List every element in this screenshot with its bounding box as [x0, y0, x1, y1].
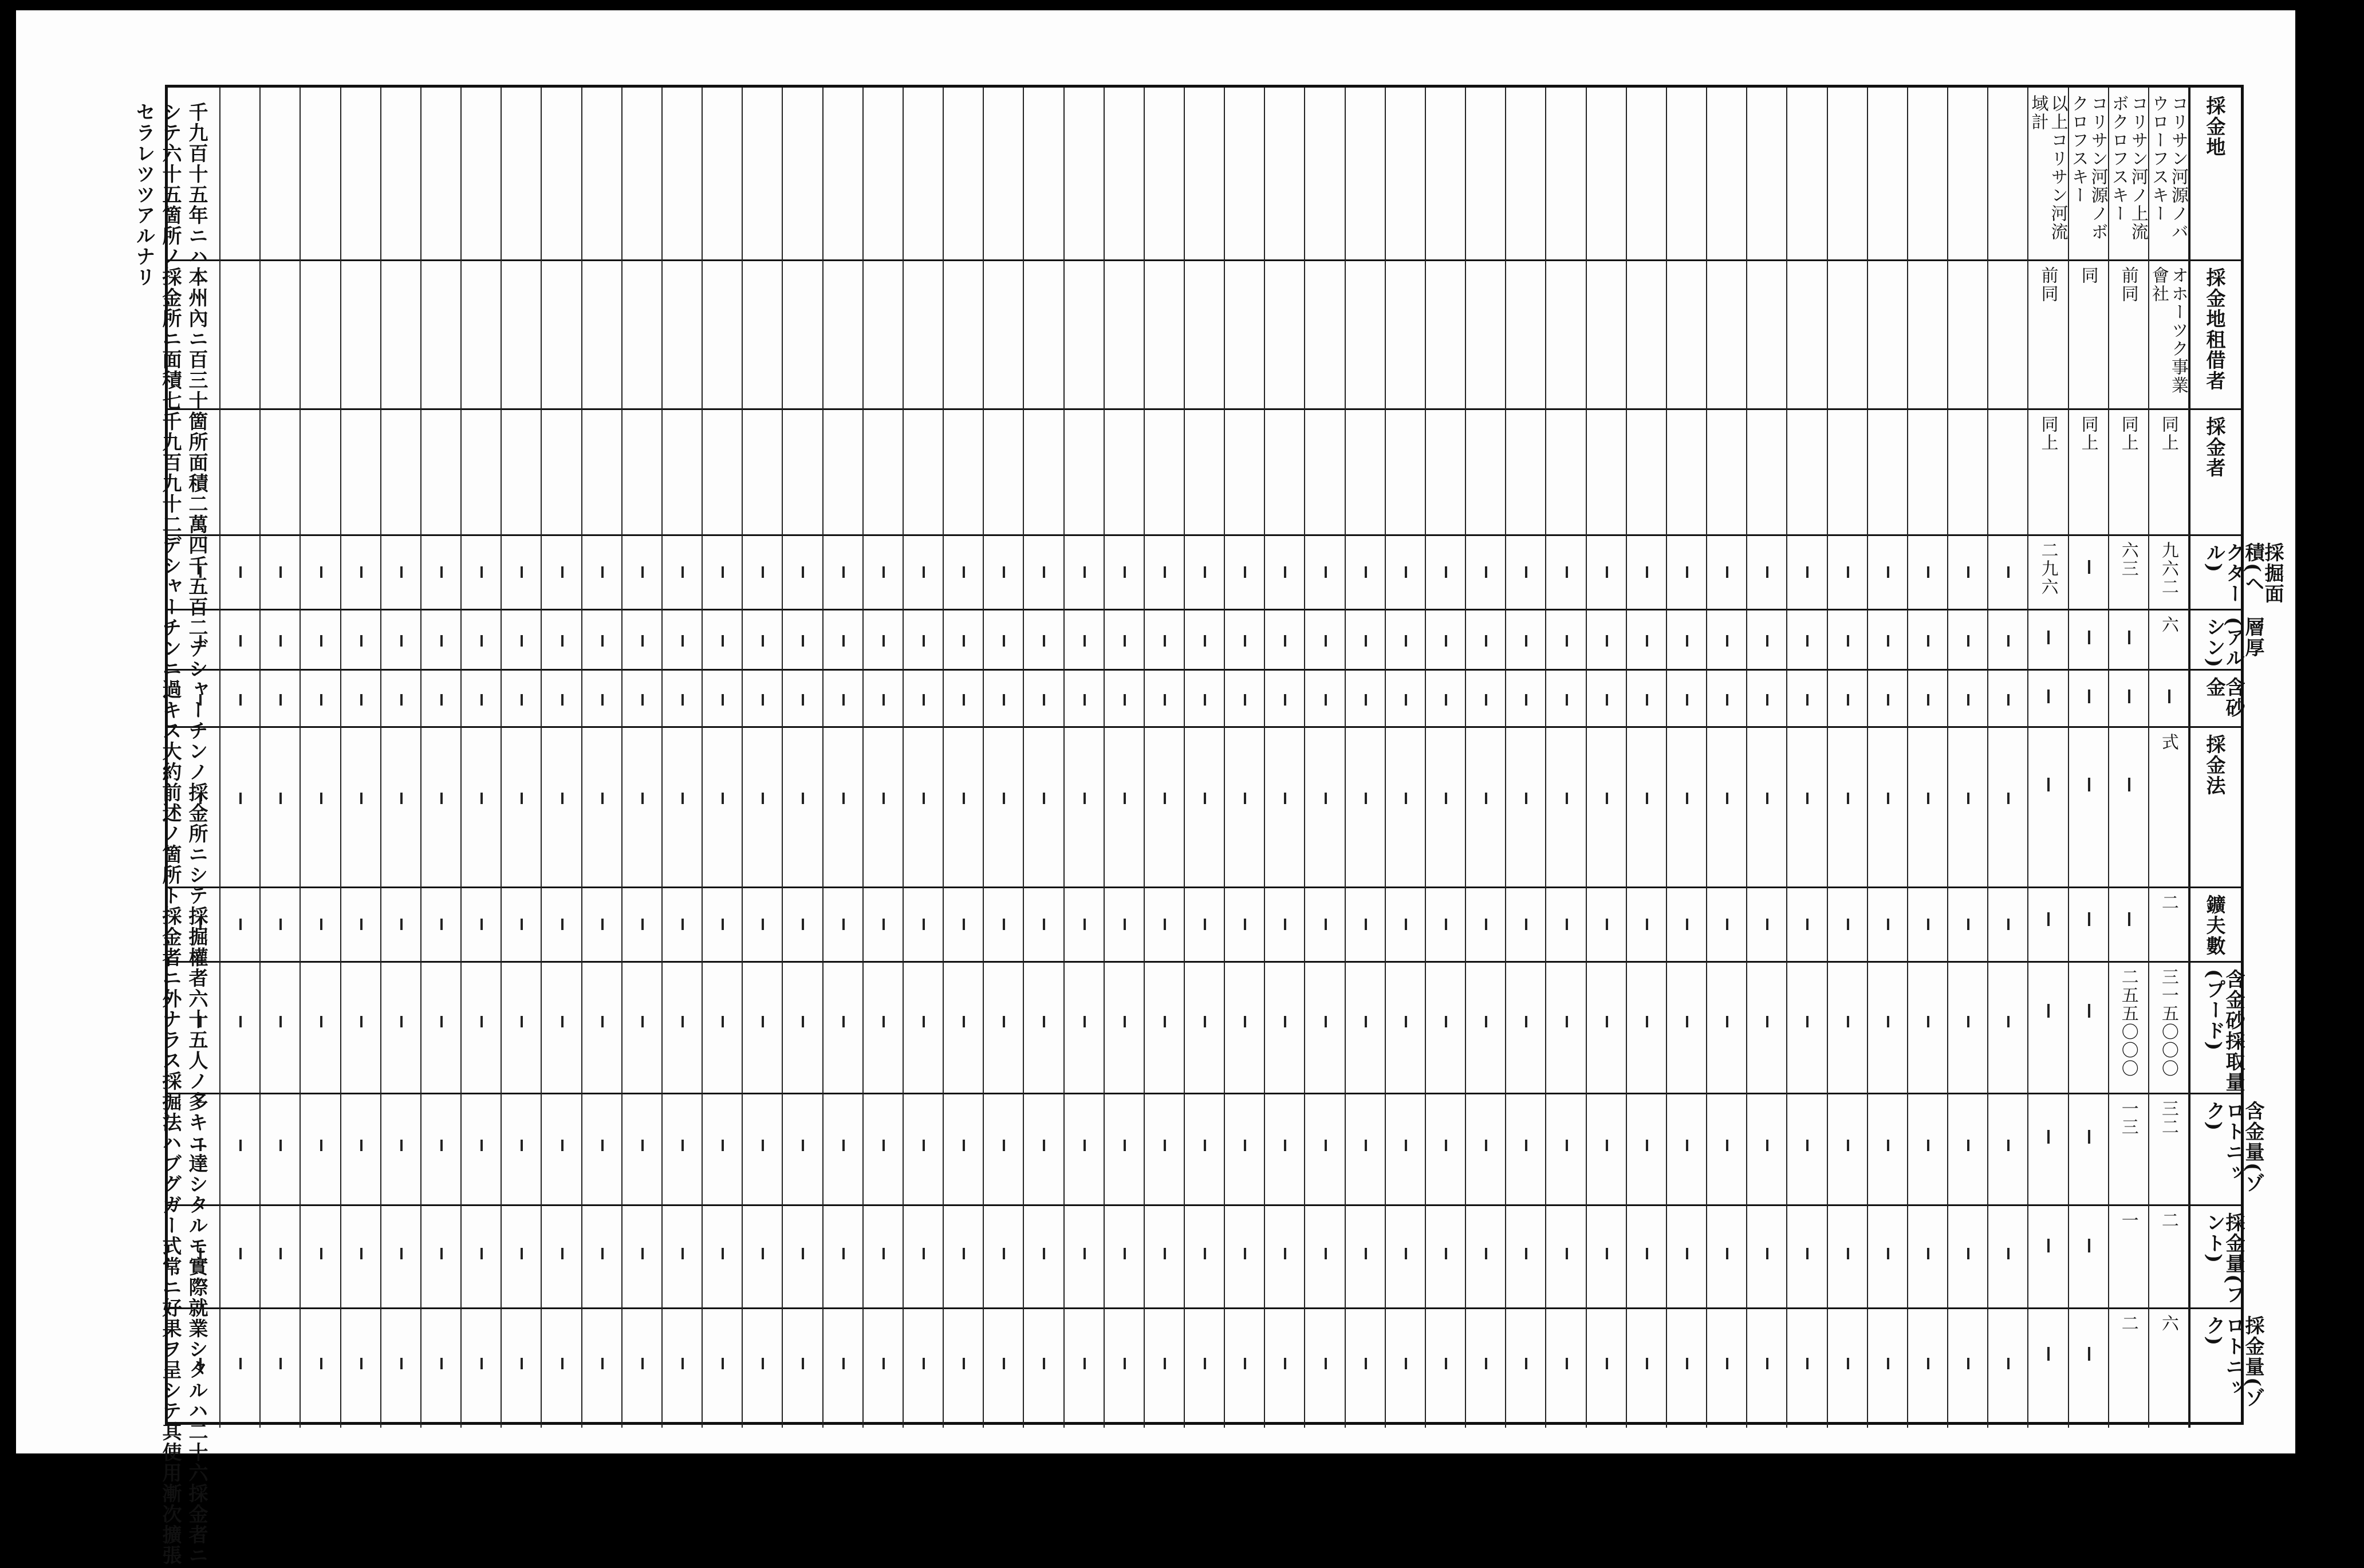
cell-text: 六三 — [2118, 541, 2138, 604]
cell-text: オホーツク事業會社 — [2149, 266, 2188, 404]
header-label: 採掘面積(ヘクタール) — [2204, 542, 2282, 609]
footnote — [131, 102, 2364, 1568]
document-sheet — [16, 10, 2295, 1453]
cell-text: 同 — [2078, 266, 2098, 404]
cell-text: 一三 — [2118, 1100, 2138, 1200]
cell-text: 同上 — [2038, 415, 2057, 530]
cell-text: 式 — [2158, 733, 2178, 882]
header-label: 採金量(ゾロトニック) — [2204, 1315, 2263, 1428]
cell-text: 二 — [2158, 893, 2178, 956]
cell-text: 前同 — [2118, 266, 2138, 404]
cell-text: 以上コリサン河流域計 — [2028, 94, 2067, 255]
cell-text: 九六二 — [2158, 541, 2178, 604]
cell-text: コリサン河源ノボクロフスキー — [2068, 94, 2107, 255]
header-label: 採金地 — [2204, 96, 2224, 157]
header-label: 含砂金 — [2204, 677, 2243, 726]
header-label: 含金量(ゾロトニック) — [2204, 1101, 2263, 1204]
cell-text: コリサン河ノ上流ボクロフスキー — [2109, 94, 2148, 255]
cell-text: 二九六 — [2038, 541, 2057, 604]
header-label: 採金量(フント) — [2204, 1212, 2243, 1307]
cell-text: 六 — [2158, 616, 2178, 664]
cell-text: コリサン河源ノバウローフスキー — [2149, 94, 2188, 255]
cell-text: 二 — [2118, 1314, 2138, 1423]
cell-text: 三一五〇〇〇 — [2158, 968, 2178, 1088]
header-label: 採金地租借者 — [2204, 267, 2224, 391]
cell-text: 三二 — [2158, 1100, 2178, 1200]
cell-text: 二五五〇〇〇 — [2118, 968, 2138, 1088]
header-label: 鑛夫數 — [2204, 895, 2224, 956]
cell-text: 同上 — [2158, 415, 2178, 530]
cell-text: 前同 — [2038, 266, 2057, 404]
cell-text: 一 — [2118, 1211, 2138, 1303]
header-label: 採金者 — [2204, 416, 2224, 478]
cell-text: 六 — [2158, 1314, 2178, 1423]
footnote-text: 千九百十五年ニハ本州內ニ百三十箇所面積二萬四千五百二デシャーチンノ採金所ニシテ採掘權者六十五人ノ多キニ達シタルモ實際就業シタルハ二十六採金者ニシテ六十五箇所ノ採金所ニ面積七千九百九十二デシャーチンニ過キス大約前述ノ箇所ト採金者ニ外ナラス採掘法ハブグガー式常ニ好果ヲ呈シテ其使用漸次擴張セラレツツアルナリ — [131, 102, 210, 1568]
header-label: 層厚(アルシン) — [2204, 617, 2263, 669]
cell-text: 同上 — [2118, 415, 2138, 530]
header-label: 含金砂採取量(プード) — [2204, 969, 2243, 1093]
header-label: 採金法 — [2204, 734, 2224, 796]
cell-text: 同上 — [2078, 415, 2098, 530]
cell-text: 二 — [2158, 1211, 2178, 1303]
